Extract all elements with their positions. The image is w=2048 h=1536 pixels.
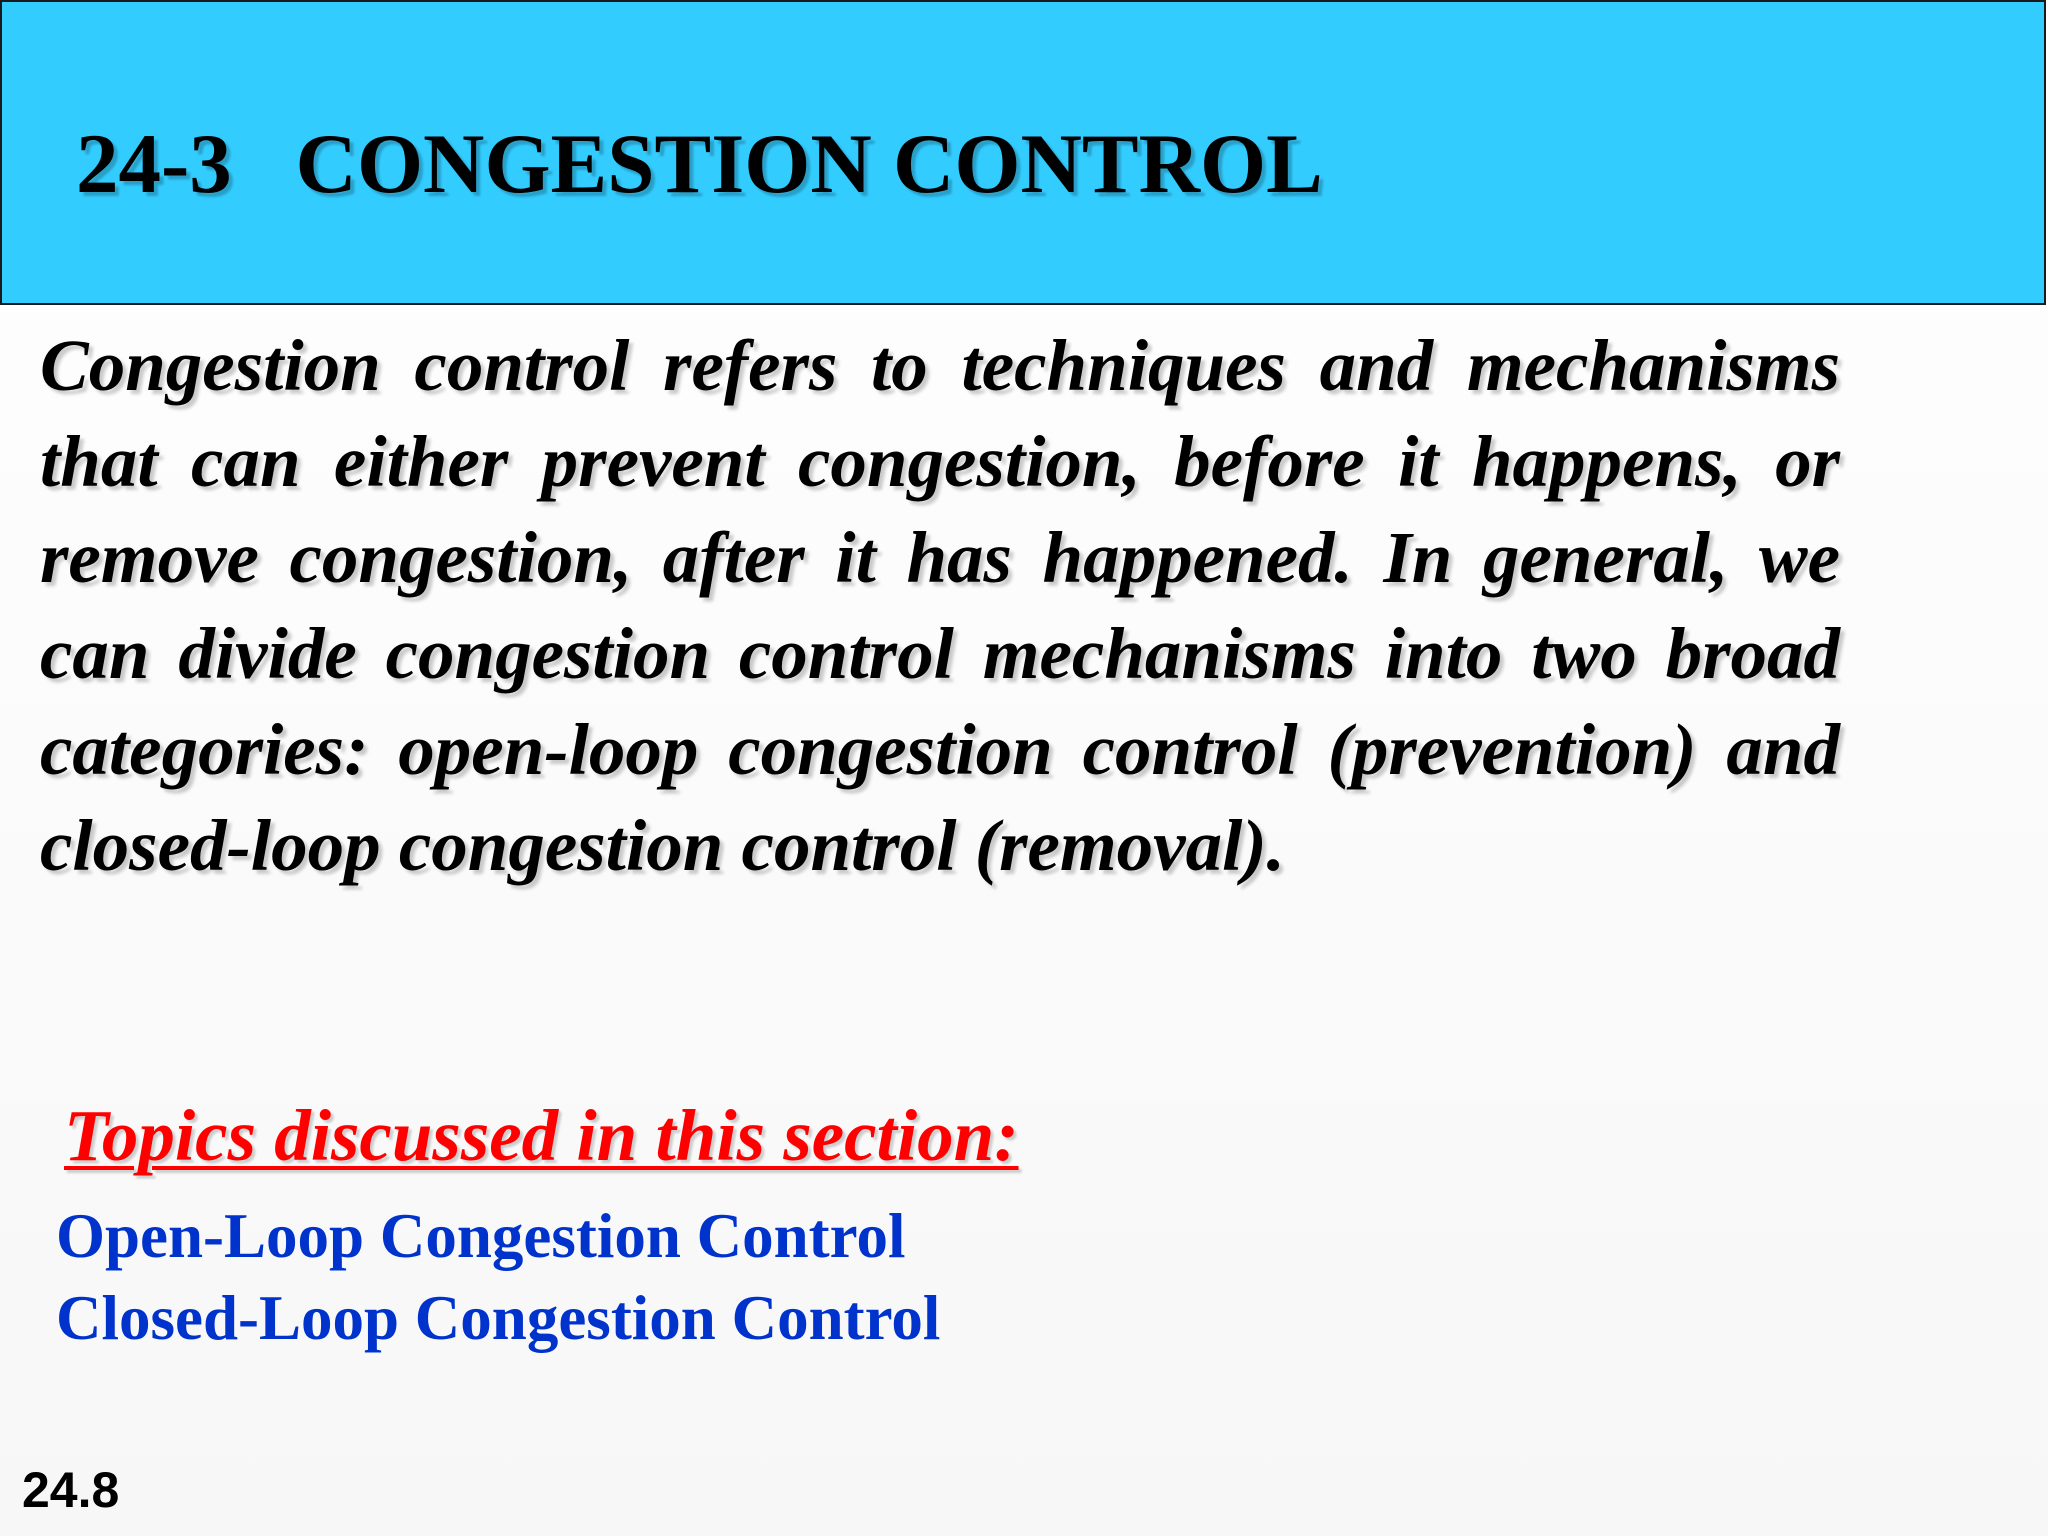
slide-title: 24-3 CONGESTION CONTROL	[76, 117, 1323, 211]
page-number: 24.8	[22, 1462, 120, 1518]
title-banner	[0, 0, 2046, 305]
topics-list	[56, 1195, 940, 1359]
topic-item-open-loop: Open-Loop Congestion Control	[56, 1201, 906, 1271]
intro-paragraph: Congestion control refers to techniques and mechanisms that can either prevent congestion, before it happens, or remove congestion, after it has happened. In general, we can divide congestion control mechanisms into two broad categories: open-loop congestion control (prevention) and closed-loop congestion control (removal).	[40, 325, 1840, 886]
topic-item-closed-loop: Closed-Loop Congestion Control	[56, 1283, 941, 1353]
topics-heading: Topics discussed in this section:	[64, 1095, 1019, 1176]
